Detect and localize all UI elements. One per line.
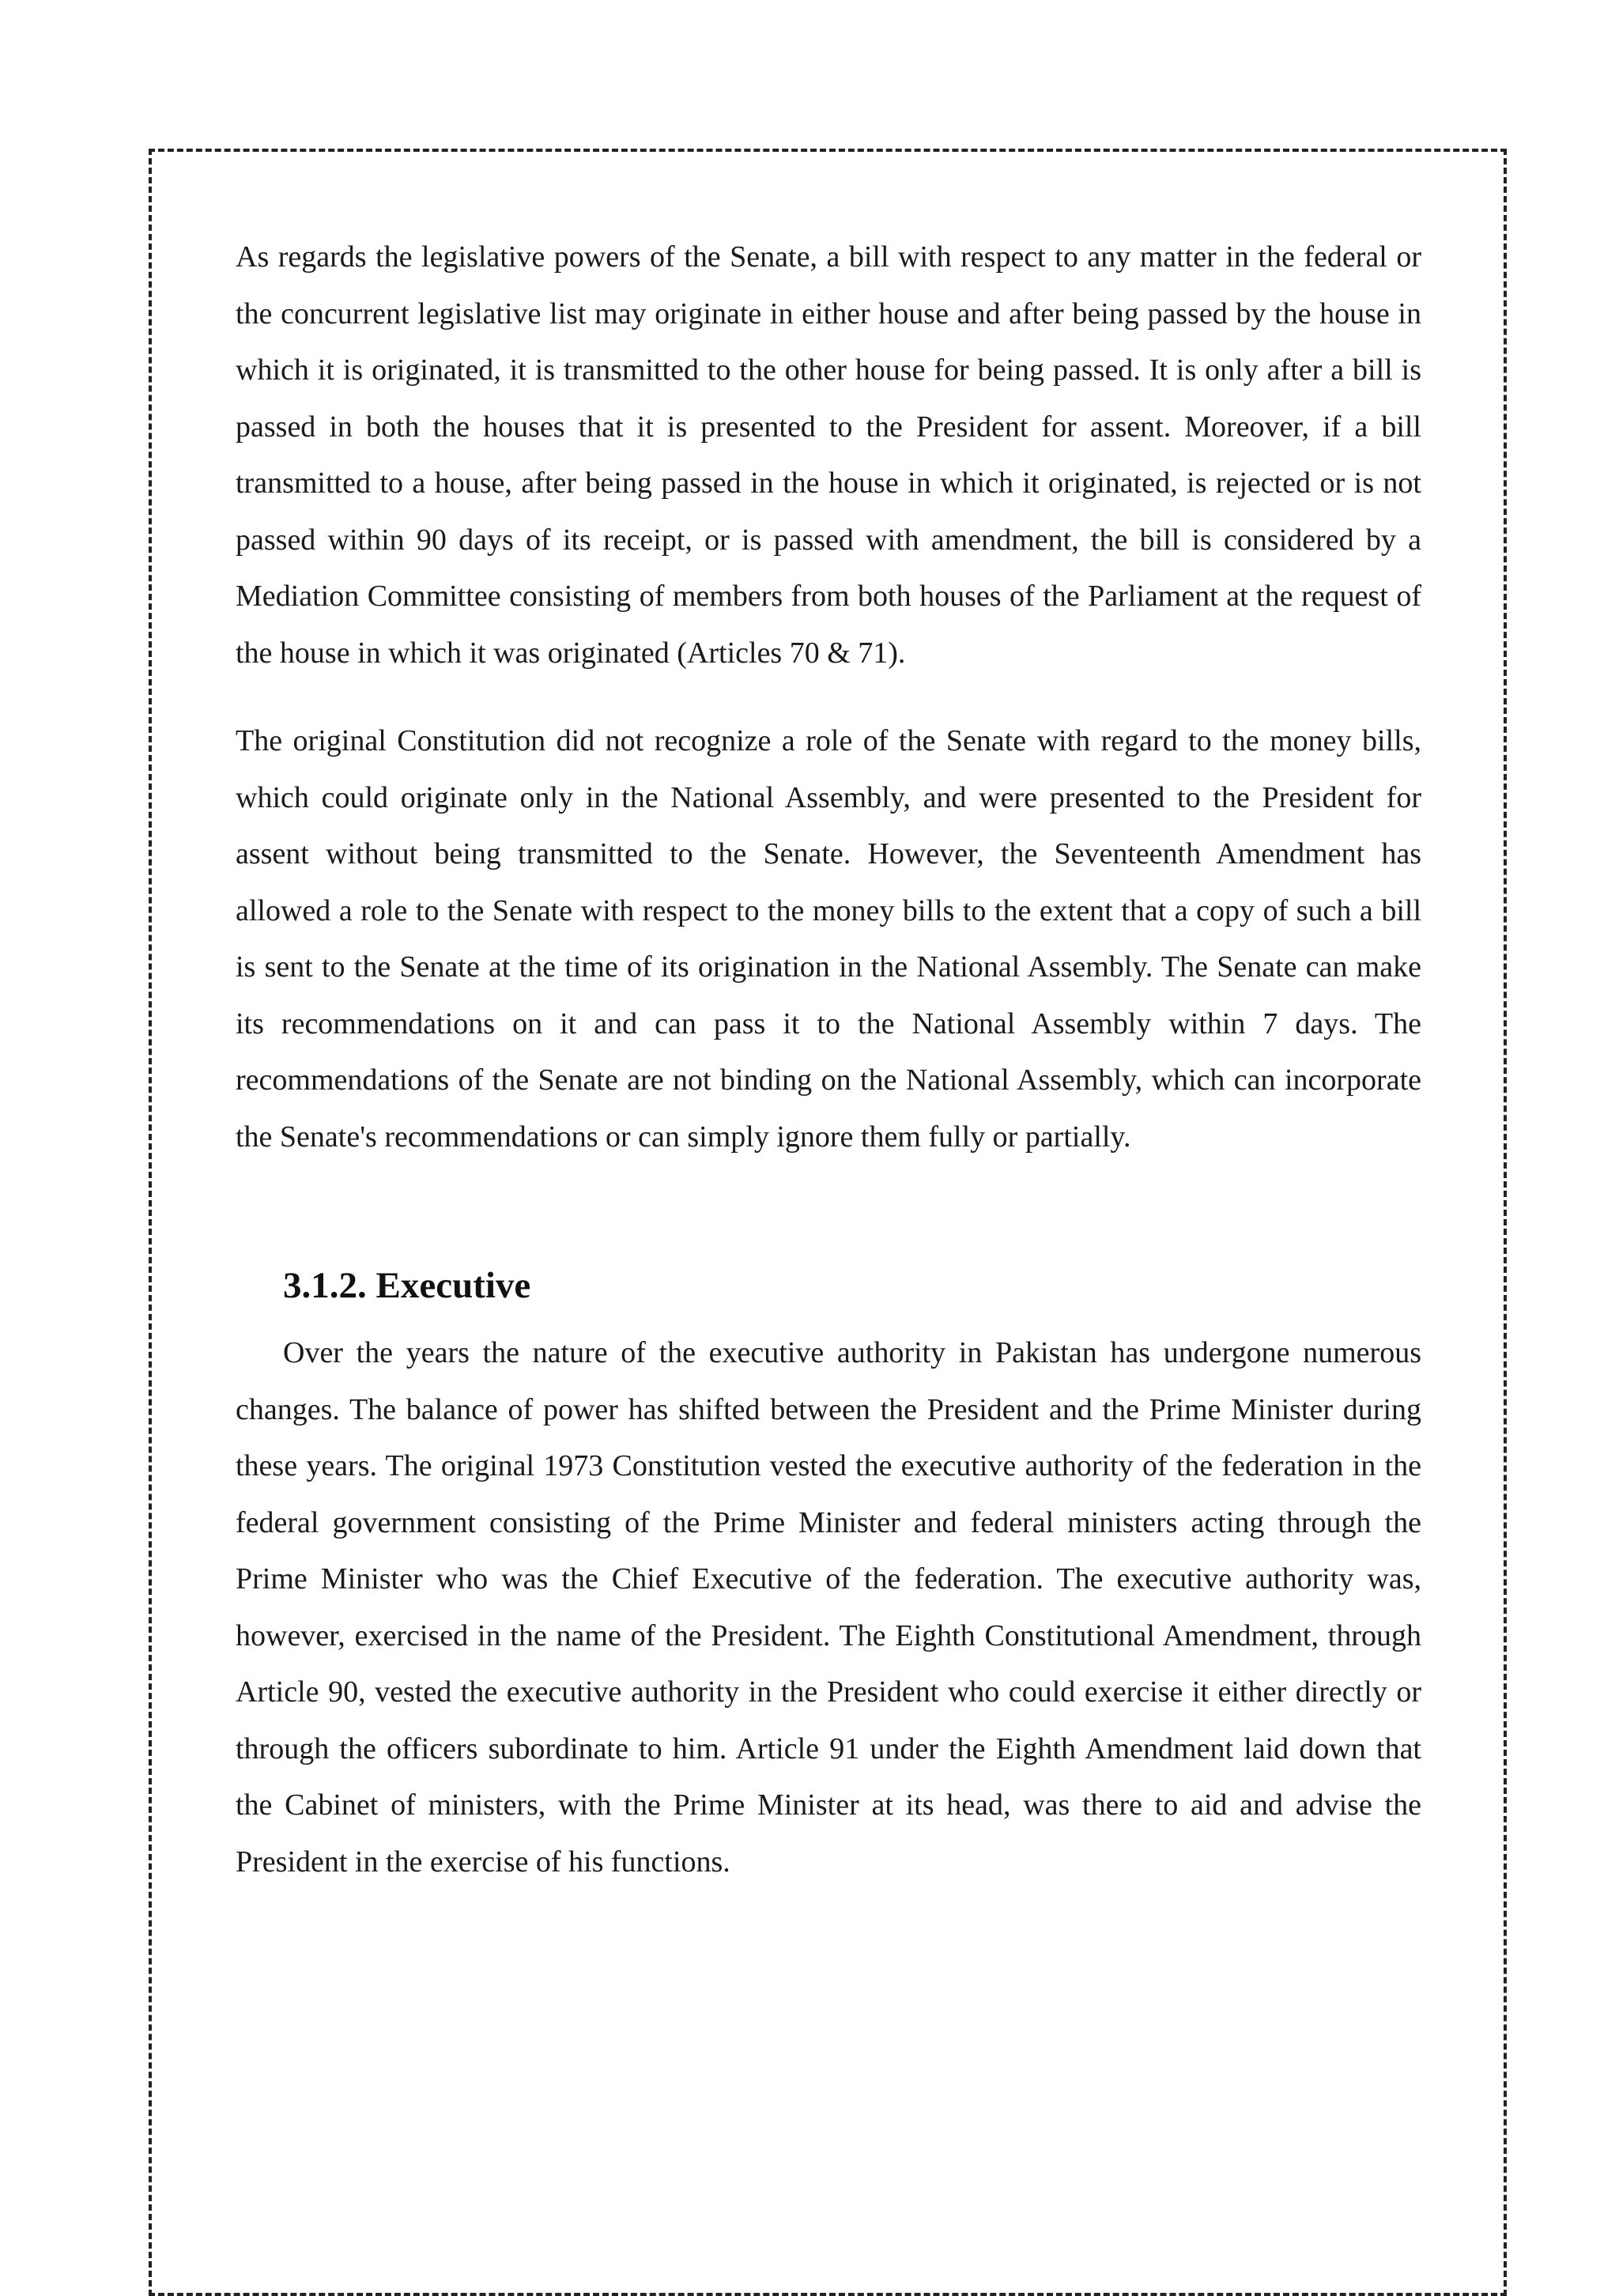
section-heading-executive: 3.1.2. Executive xyxy=(283,1265,531,1306)
document-body xyxy=(236,229,1421,1890)
paragraph-senate-legislative-powers: As regards the legislative powers of the Senate, a bill with respect to any matter in the federal or the concurrent legislative list may originate in either house and after being passed by the house in which it is originated, it is transmitted to the other house for being passed. It is only after a bill is passed in both the houses that it is presented to the President for assent. Moreover, if a bill transmitted to a house, after being passed in the house in which it originated, is rejected or is not passed within 90 days of its receipt, or is passed with amendment, the bill is considered by a Mediation Committee consisting of members from both houses of the Parliament at the request of the house in which it was originated (Articles 70 & 71). xyxy=(236,240,1421,670)
paragraph-money-bills: The original Constitution did not recognize a role of the Senate with regard to the money bills, which could originate only in the National Assembly, and were presented to the President for assent without being transmitted to the Senate. However, the Seventeenth Amendment has allowed a role to the Senate with respect to the money bills to the extent that a copy of such a bill is sent to the Senate at the time of its origination in the National Assembly. The Senate can make its recommendations on it and can pass it to the National Assembly within 7 days. The recommendations of the Senate are not binding on the National Assembly, which can incorporate the Senate's recommendations or can simply ignore them fully or partially. xyxy=(236,724,1421,1154)
paragraph-executive-authority: Over the years the nature of the executive authority in Pakistan has undergone numerous changes. The balance of power has shifted between the President and the Prime Minister during these years. The original 1973 Constitution vested the executive authority of the federation in the federal government consisting of the Prime Minister and federal ministers acting through the Prime Minister who was the Chief Executive of the federation. The executive authority was, however, exercised in the name of the President. The Eighth Constitutional Amendment, through Article 90, vested the executive authority in the President who could exercise it either directly or through the officers subordinate to him. Article 91 under the Eighth Amendment laid down that the Cabinet of ministers, with the Prime Minister at its head, was there to aid and advise the President in the exercise of his functions. xyxy=(236,1336,1421,1879)
